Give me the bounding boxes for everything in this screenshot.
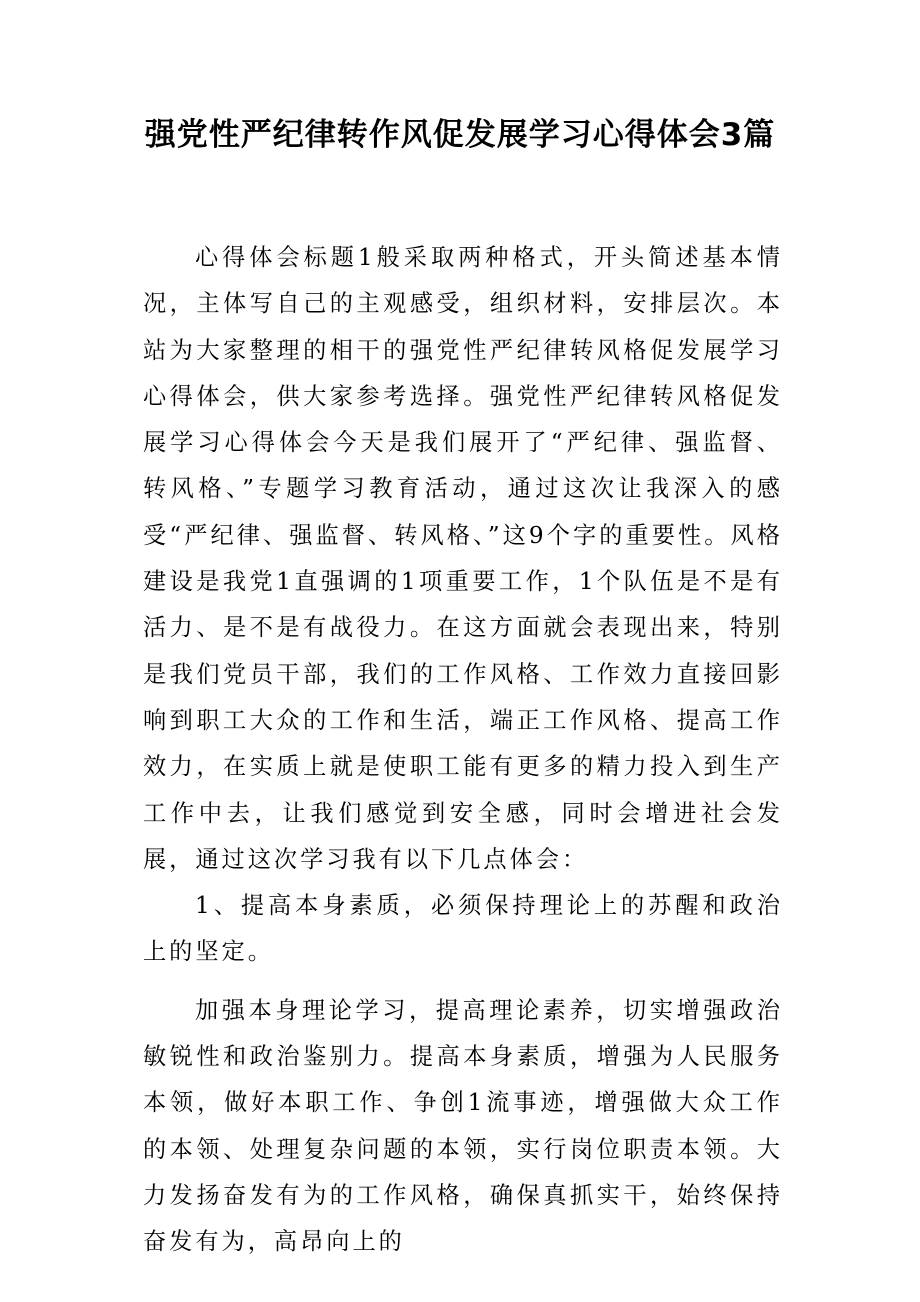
document-body	[143, 235, 783, 1266]
paragraph-point-1-detail: 加强本身理论学习，提高理论素养，切实增强政治敏锐性和政治鉴别力。提高本身素质，增强为人民服务本领，做好本职工作、争创1流事迹，增强做大众工作的本领、处理复杂问题的本领，实行岗位职责本领。大力发扬奋发有为的工作风格，确保真抓实干，始终保持奋发有为，高昂向上的	[143, 996, 783, 1256]
document-title: 强党性严纪律转作风促发展学习心得体会3篇	[144, 117, 776, 153]
paragraph-intro: 心得体会标题1般采取两种格式，开头简述基本情况，主体写自己的主观感受，组织材料，安排层次。本站为大家整理的相干的强党性严纪律转风格促发展学习心得体会，供大家参考选择。强党性严纪律转风格促发展学习心得体会今天是我们展开了“严纪律、强监督、转风格、”专题学习教育活动，通过这次让我深入的感受“严纪律、强监督、转风格、”这9个字的重要性。风格建设是我党1直强调的1项重要工作，1个队伍是不是有活力、是不是有战役力。在这方面就会表现出来，特别是我们党员干部，我们的工作风格、工作效力直接回影响到职工大众的工作和生活，端正工作风格、提高工作效力，在实质上就是使职工能有更多的精力投入到生产工作中去，让我们感觉到安全感，同时会增进社会发展，通过这次学习我有以下几点体会：	[143, 244, 783, 873]
paragraph-point-1: 1、提高本身素质，必须保持理论上的苏醒和政治上的坚定。	[143, 892, 783, 966]
